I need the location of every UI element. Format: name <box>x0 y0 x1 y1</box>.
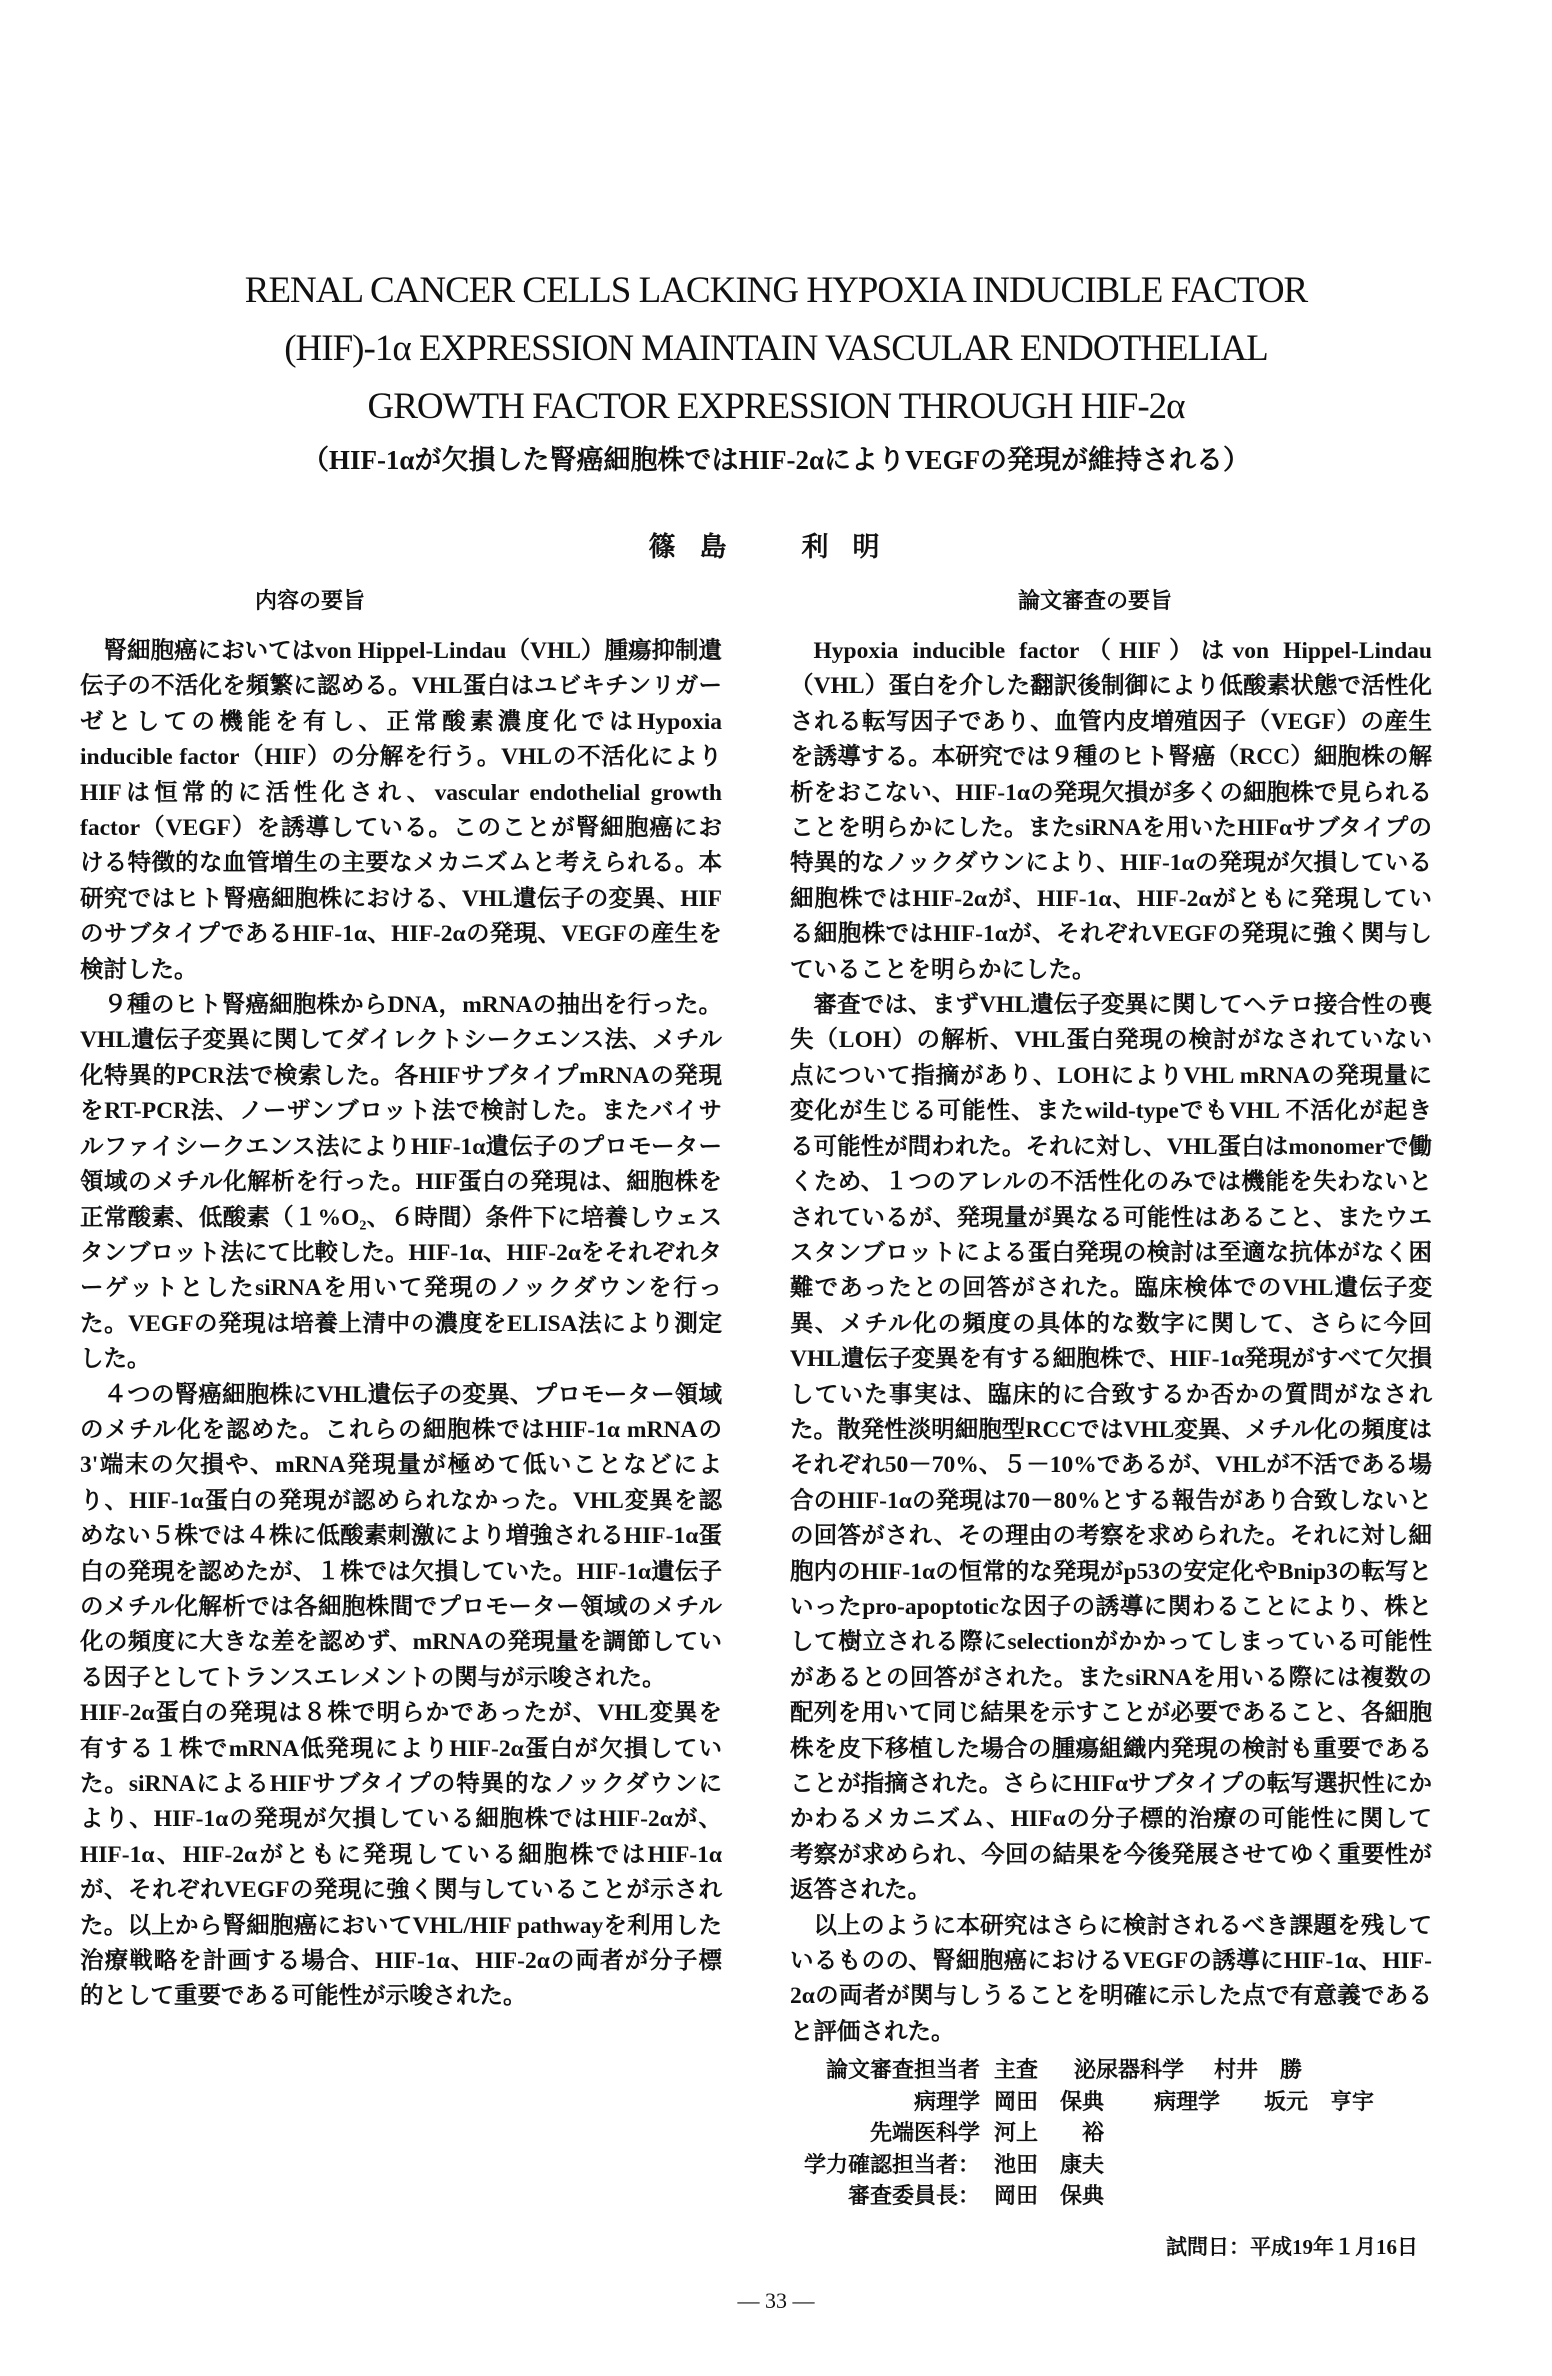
right-section-heading: 論文審査の要旨 <box>1018 589 1173 614</box>
right-column-wrapper <box>790 586 1432 2262</box>
paragraph: 審査では、まずVHL遺伝子変異に関してヘテロ接合性の喪失（LOH）の解析、VHL蛋白発現の検討がなされていない点について指摘があり、LOHによりVHL mRNAの発現量に変化が生じる可能性、またwild-typeでもVHL 不活化が起きる可能性が問われた。それに対し、VHL蛋白はmonomerで働くため、１つのアレルの不活性化のみでは機能を失わないとされているが、発現量が異なる可能性はあること、またウエスタンブロットによる蛋白発現の検討は至適な抗体がなく困難であったとの回答がされた。臨床検体でのVHL遺伝子変異、メチル化の頻度の具体的な数字に関して、さらに今回VHL遺伝子変異を有する細胞株で、HIF-1α発現がすべて欠損していた事実は、臨床的に合致するか否かの質問がなされた。散発性淡明細胞型RCCではVHL変異、メチル化の頻度はそれぞれ50－70%、５－10%であるが、VHLが不活である場合のHIF-1αの発現は70－80%とする報告があり合致しないとの回答がされ、その理由の考察を求められた。それに対し細胞内のHIF-1αの恒常的な発現がp53の安定化やBnip3の転写といったpro-apoptoticな因子の誘導に関わることにより、株として樹立される際にselectionがかかってしまっている可能性があるとの回答がされた。またsiRNAを用いる際には複数の配列を用いて同じ結果を示すことが必要であること、各細胞株を皮下移植した場合の腫瘍組織内発現の検討も重要であることが指摘された。さらにHIFαサブタイプの転写選択性にかかわるメカニズム、HIFαの分子標的治療の可能性に関して考察が求められ、今回の結果を今後発展させてゆく重要性が返答された。 <box>790 992 1432 1904</box>
committee-row: 学力確認担当者： 池田 康夫 <box>803 2151 1105 2177</box>
committee-row: 病理学 岡田 保典 病理学 坂元 亨宇 <box>913 2088 1375 2114</box>
title-line-1: RENAL CANCER CELLS LACKING HYPOXIA INDUCIBLE FACTOR <box>244 270 1308 311</box>
paragraph: 以上のように本研究はさらに検討されるべき課題を残しているものの、腎細胞癌におけるVEGFの誘導にHIF-1α、HIF-2αの両者が関与しうることを明確に示した点で有意義であると評価された。 <box>790 1912 1432 2045</box>
author-name: 篠島 利明 <box>648 532 904 563</box>
exam-date: 試問日：平成19年１月16日 <box>1166 2234 1418 2259</box>
page-number: — 33 — <box>737 2287 815 2313</box>
committee-row: 先端医科学 河上 裕 <box>869 2120 1105 2146</box>
left-column-wrapper <box>80 586 722 2015</box>
paragraph: ９種のヒト腎癌細胞株からDNA，mRNAの抽出を行った。VHL遺伝子変異に関してダイレクトシークエンス法、メチル化特異的PCR法で検索した。各HIFサブタイプmRNAの発現をRT-PCR法、ノーザンブロット法で検討した。またバイサルファイシークエンス法によりHIF-1α遺伝子のプロモーター領域のメチル化解析を行った。HIF蛋白の発現は、細胞株を正常酸素、低酸素（１%O₂、６時間）条件下に培養しウェスタンブロット法にて比較した。HIF-1α、HIF-2αをそれぞれターゲットとしたsiRNAを用いて発現のノックダウンを行った。VEGFの発現は培養上清中の濃度をELISA法により測定した。 <box>80 992 722 1373</box>
title-line-3: GROWTH FACTOR EXPRESSION THROUGH HIF-2α <box>367 386 1185 427</box>
committee-row: 審査委員長： 岡田 保典 <box>847 2183 1105 2209</box>
paragraph: HIF-2α蛋白の発現は８株で明らかであったが、VHL変異を有する１株でmRNA低発現によりHIF-2α蛋白が欠損していた。siRNAによるHIFサブタイプの特異的なノックダウンにより、HIF-1αの発現が欠損している細胞株ではHIF-2αが、HIF-1α、HIF-2αがともに発現している細胞株ではHIF-1αが、それぞれVEGFの発現に強く関与していることが示された。以上から腎細胞癌においてVHL/HIF pathwayを利用した治療戦略を計画する場合、HIF-1α、HIF-2αの両者が分子標的として重要である可能性が示唆された。 <box>80 1700 722 2010</box>
review-summary-column <box>790 634 1432 2050</box>
content-summary-column <box>80 634 722 2015</box>
paragraph: Hypoxia inducible factor（HIF）はvon Hippel-Lindau（VHL）蛋白を介した翻訳後制御により低酸素状態で活性化される転写因子であり、血管内皮増殖因子（VEGF）の産生を誘導する。本研究では９種のヒト腎癌（RCC）細胞株の解析をおこない、HIF-1αの発現欠損が多くの細胞株で見られることを明らかにした。またsiRNAを用いたHIFαサブタイプの特異的なノックダウンにより、HIF-1αの発現が欠損している細胞株ではHIF-2αが、HIF-1α、HIF-2αがともに発現している細胞株ではHIF-1αが、それぞれVEGFの発現に強く関与していることを明らかにした。 <box>790 638 1432 983</box>
title-line-2: (HIF)-1α EXPRESSION MAINTAIN VASCULAR ENDOTHELIAL <box>284 328 1268 369</box>
two-column-body <box>0 586 1552 2262</box>
committee-list <box>790 2054 1432 2212</box>
committee-row: 論文審査担当者 主査 泌尿器科学 村井 勝 <box>825 2057 1303 2083</box>
paragraph: 腎細胞癌においてはvon Hippel-Lindau（VHL）腫瘍抑制遺伝子の不活化を頻繁に認める。VHL蛋白はユビキチンリガーゼとしての機能を有し、正常酸素濃度化ではHypoxia inducible factor（HIF）の分解を行う。VHLの不活化によりHIFは恒常的に活性化され、vascular endothelial growth factor（VEGF）を誘導している。このことが腎細胞癌における特徴的な血管増生の主要なメカニズムと考えられる。本研究ではヒト腎癌細胞株における、VHL遺伝子の変異、HIFのサブタイプであるHIF-1α、HIF-2αの発現、VEGFの産生を検討した。 <box>80 638 722 983</box>
left-section-heading: 内容の要旨 <box>255 589 366 614</box>
paragraph: ４つの腎癌細胞株にVHL遺伝子の変異、プロモーター領域のメチル化を認めた。これらの細胞株ではHIF-1α mRNAの3'端末の欠損や、mRNA発現量が極めて低いことなどにより、HIF-1α蛋白の発現が認められなかった。VHL変異を認めない５株では４株に低酸素刺激により増強されるHIF-1α蛋白の発現を認めたが、１株では欠損していた。HIF-1α遺伝子のメチル化解析では各細胞株間でプロモーター領域のメチル化の頻度に大きな差を認めず、mRNAの発現量を調節している因子としてトランスエレメントの関与が示唆された。 <box>80 1381 722 1691</box>
japanese-subtitle: （HIF-1αが欠損した腎癌細胞株ではHIF-2αによりVEGFの発現が維持される） <box>301 445 1251 475</box>
